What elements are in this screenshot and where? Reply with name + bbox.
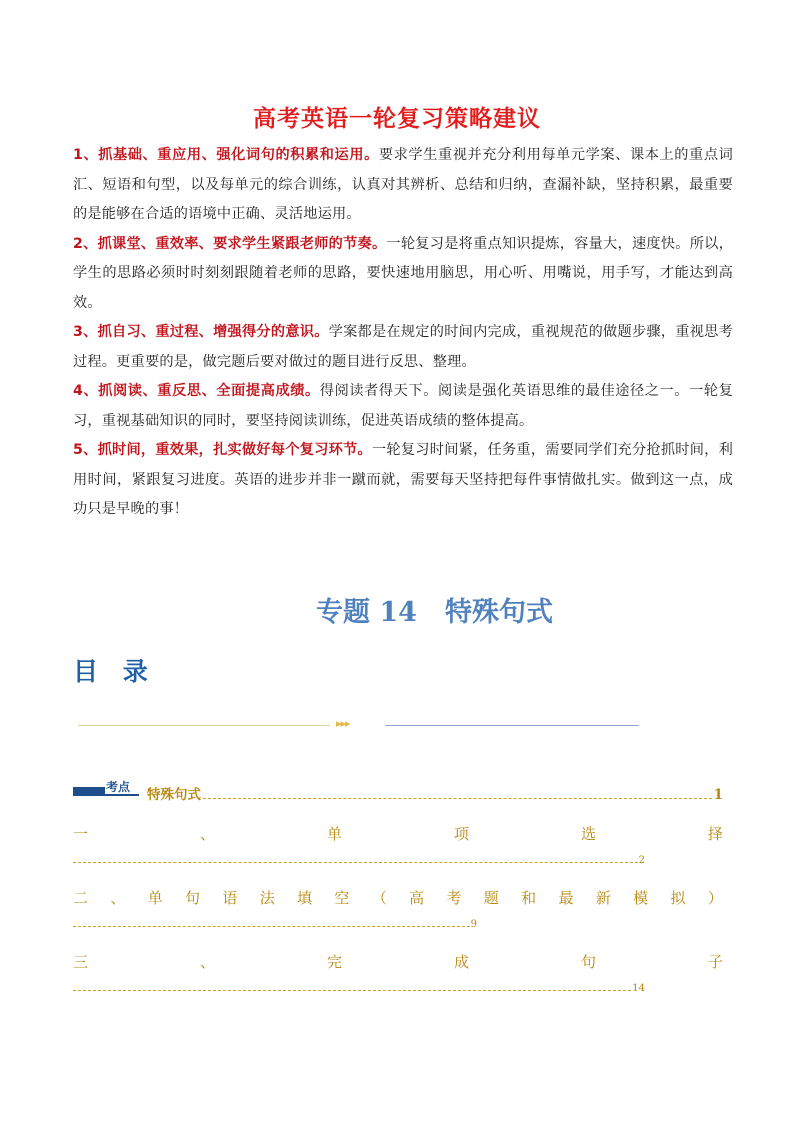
toc-section-char: 选: [580, 825, 596, 843]
toc-section-char: 题: [483, 889, 499, 907]
tip-body: 要求学生重视并充分利用每单元学案、课本上的重点词汇、短语和句型，以及每单元的综合训练，认真对其辨析、总结和归纳，查漏补缺，坚持积累，最重要的是能够在合适的语境中正确、灵活地运用。: [73, 147, 733, 222]
toc-section-char: 一: [73, 825, 89, 843]
toc-section-char: 模: [633, 889, 649, 907]
toc-section-page: 14: [632, 983, 645, 994]
tip-body: 学案都是在规定的时间内完成，重视规范的做题步骤，重视思考过程。更重要的是，做完题后要对做过的题目进行反思、整理。: [73, 324, 733, 370]
toc-section-char: 句: [185, 889, 201, 907]
tip-item-2: [73, 230, 733, 319]
toc-section-char: 、: [199, 825, 215, 843]
badge-label: 考点: [106, 780, 131, 794]
tip-body: 一轮复习是将重点知识提炼，容量大，速度快。所以，学生的思路必须时时刻刻跟随着老师的思路，要快速地用脑思，用心听、用嘴说，用手写，才能达到高效。: [73, 235, 733, 311]
toc-entry-label: 特殊句式: [147, 787, 201, 803]
topic-title: [316, 590, 553, 629]
toc-section-char: 项: [453, 825, 469, 843]
kaodian-badge: [73, 778, 139, 796]
toc-section-char: 拟: [670, 889, 686, 907]
toc-section-char: 句: [580, 953, 596, 971]
tips-section: [73, 141, 733, 525]
tip-body: 得阅读者得天下。阅读是强化英语思维的最佳途径之一。一轮复习，重视基础知识的同时，要坚持阅读训练，促进英语成绩的整体提高。: [73, 383, 733, 429]
toc-section-char: 法: [259, 889, 275, 907]
toc-section-char: 三: [73, 953, 89, 971]
divider-left: [78, 725, 330, 726]
tip-highlight: 4、抓阅读、重反思、全面提高成绩。: [73, 383, 320, 399]
toc-section-char: （: [371, 889, 387, 907]
tip-item-4: [73, 377, 733, 436]
toc-section-char: 、: [110, 889, 126, 907]
toc-section-char: 子: [707, 953, 723, 971]
toc-section-char: 填: [297, 889, 313, 907]
toc-heading: 目 录: [73, 657, 156, 686]
topic-number: 专题 14: [316, 597, 417, 628]
toc-entry-topic[interactable]: [147, 783, 723, 803]
toc-section-3[interactable]: [73, 951, 723, 972]
toc-section-char: 二: [73, 889, 89, 907]
toc-section-char: 和: [521, 889, 537, 907]
toc-section-char: 单: [326, 825, 342, 843]
topic-name: 特殊句式: [444, 597, 553, 628]
toc-section-char: 择: [707, 825, 723, 843]
tip-item-1: [73, 141, 733, 230]
tip-highlight: 3、抓自习、重过程、增强得分的意识。: [73, 324, 329, 340]
toc-section-char: 成: [453, 953, 469, 971]
toc-leader-dots: [203, 798, 712, 799]
toc-section-2[interactable]: [73, 887, 723, 908]
tip-body: 一轮复习时间紧，任务重，需要同学们充分抢抓时间，利用时间，紧跟复习进度。英语的进步并非一蹴而就，需要每天坚持把每件事情做扎实。做到这一点，成功只是早晚的事！: [73, 442, 733, 517]
toc-section-char: 高: [409, 889, 425, 907]
toc-section-1-leader: [73, 855, 645, 866]
toc-section-char: ）: [707, 889, 723, 907]
tip-item-5: [73, 436, 733, 525]
tip-item-3: [73, 318, 733, 377]
tip-highlight: 2、抓课堂、重效率、要求学生紧跟老师的节奏。: [73, 235, 387, 252]
toc-section-3-leader: [73, 983, 645, 994]
tip-highlight: 5、抓时间，重效果，扎实做好每个复习环节。: [73, 442, 372, 458]
toc-section-char: 新: [595, 889, 611, 907]
toc-section-char: 考: [446, 889, 462, 907]
badge-bar: [73, 787, 105, 794]
toc-entry-page: 1: [713, 787, 723, 803]
toc-leader-dots: [73, 862, 638, 863]
divider-arrows-icon: ▸▸▸: [336, 717, 350, 730]
toc-section-char: 单: [147, 889, 163, 907]
toc-section-2-leader: [73, 919, 477, 930]
tip-highlight: 1、抓基础、重应用、强化词句的积累和运用。: [73, 147, 379, 163]
toc-leader-dots: [73, 990, 631, 991]
toc-section-char: 最: [558, 889, 574, 907]
divider-right: [385, 725, 639, 726]
toc-section-page: 2: [638, 855, 645, 866]
toc-leader-dots: [73, 926, 470, 927]
toc-section-char: 语: [222, 889, 238, 907]
toc-section-1[interactable]: [73, 823, 723, 844]
main-title: 高考英语一轮复习策略建议: [253, 105, 541, 132]
toc-section-page: 9: [470, 919, 477, 930]
toc-section-char: 空: [334, 889, 350, 907]
toc-section-char: 完: [326, 953, 342, 971]
toc-section-char: 、: [199, 953, 215, 971]
